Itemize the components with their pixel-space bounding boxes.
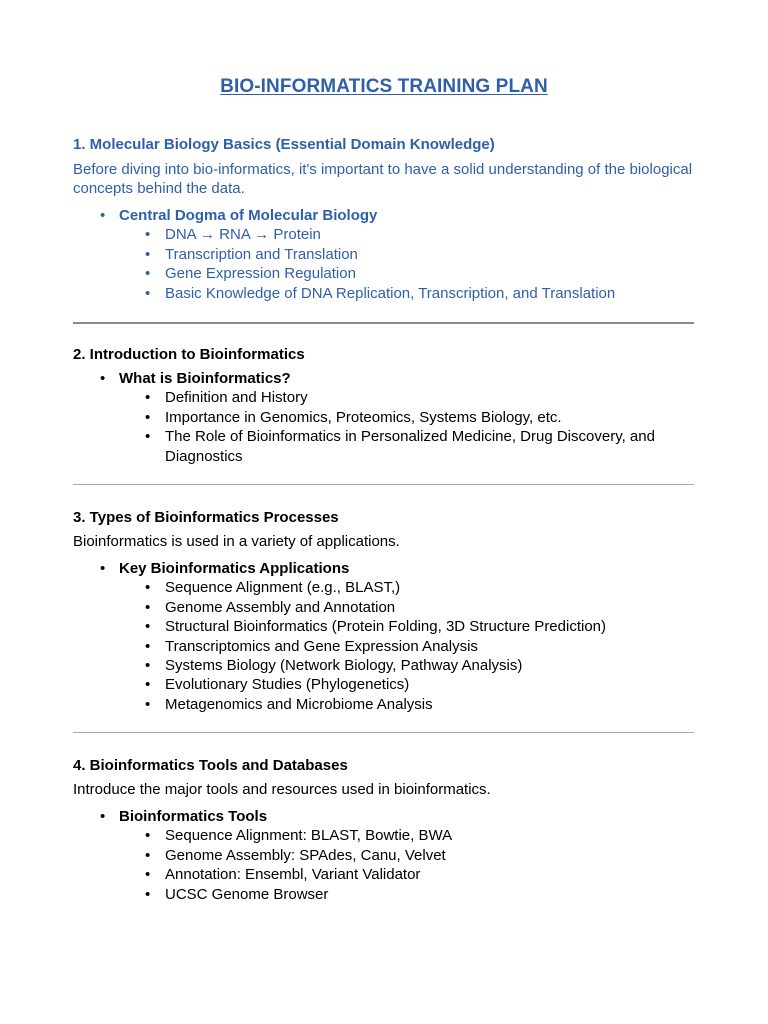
- bullet-icon: •: [145, 827, 151, 845]
- list-item: [119, 225, 695, 244]
- topic-item: [73, 807, 695, 904]
- list-item: [119, 245, 695, 264]
- bullet-icon: •: [145, 676, 151, 694]
- list-item: [119, 388, 695, 407]
- section-intro: Before diving into bio-informatics, it's important to have a solid understanding of the biological concepts behind the data.: [73, 161, 693, 197]
- list-item-text: Metagenomics and Microbiome Analysis: [165, 695, 433, 713]
- bullet-icon: •: [145, 637, 151, 655]
- list-item-text: Annotation: Ensembl, Variant Validator: [165, 866, 421, 884]
- list-item: [119, 826, 695, 845]
- list-item-text: Structural Bioinformatics (Protein Folding, 3D Structure Prediction): [165, 618, 607, 636]
- bullet-icon: •: [145, 885, 151, 903]
- topic-label: Bioinformatics Tools: [119, 808, 268, 825]
- subtopic-list: [119, 388, 695, 466]
- bullet-icon: •: [145, 245, 151, 263]
- subtopic-list: [119, 578, 695, 714]
- list-item-text: Genome Assembly and Annotation: [165, 598, 396, 616]
- topic-list: [73, 369, 695, 466]
- list-item: [119, 578, 695, 597]
- bullet-icon: •: [145, 265, 151, 283]
- topic-list: [73, 807, 695, 904]
- topic-item: [73, 559, 695, 714]
- section-intro: Introduce the major tools and resources used in bioinformatics.: [73, 781, 491, 798]
- bullet-icon: •: [100, 207, 106, 224]
- list-item: [119, 264, 695, 283]
- bullet-icon: •: [100, 560, 106, 577]
- list-item-text: Gene Expression Regulation: [165, 265, 356, 283]
- bullet-icon: •: [145, 598, 151, 616]
- list-item: [119, 408, 695, 427]
- list-item-text: DNA → RNA → Protein: [165, 226, 321, 244]
- bullet-icon: •: [145, 428, 151, 446]
- topic-item: [73, 369, 695, 466]
- list-item: [119, 675, 695, 694]
- list-item: [119, 637, 695, 656]
- list-item-text: Importance in Genomics, Proteomics, Systems Biology, etc.: [165, 408, 562, 426]
- section-heading: 1. Molecular Biology Basics (Essential Domain Knowledge): [73, 136, 495, 153]
- topic-label: What is Bioinformatics?: [119, 370, 291, 387]
- list-item: [119, 656, 695, 675]
- section-molecular-biology: [73, 135, 695, 303]
- section-divider: [73, 484, 694, 485]
- list-item: [119, 865, 695, 884]
- bullet-icon: •: [145, 226, 151, 244]
- list-item-text: Sequence Alignment (e.g., BLAST,): [165, 579, 401, 597]
- list-item: [119, 885, 695, 904]
- section-tools-databases: [73, 756, 695, 904]
- bullet-icon: •: [145, 579, 151, 597]
- bullet-icon: •: [145, 657, 151, 675]
- section-processes: [73, 508, 695, 714]
- bullet-icon: •: [145, 408, 151, 426]
- bullet-icon: •: [145, 284, 151, 302]
- bullet-icon: •: [145, 618, 151, 636]
- topic-item: [73, 206, 695, 303]
- list-item-text: Definition and History: [165, 389, 308, 407]
- subtopic-list: [119, 225, 695, 303]
- list-item-text: Basic Knowledge of DNA Replication, Transcription, and Translation: [165, 284, 616, 302]
- section-divider: [73, 732, 694, 733]
- list-item-text: Systems Biology (Network Biology, Pathway Analysis): [165, 657, 523, 675]
- list-item-text: Evolutionary Studies (Phylogenetics): [165, 676, 410, 694]
- bullet-icon: •: [100, 808, 106, 825]
- section-intro: Bioinformatics is used in a variety of applications.: [73, 533, 400, 550]
- list-item-text: Transcription and Translation: [165, 245, 358, 263]
- topic-list: [73, 206, 695, 303]
- list-item: [119, 427, 695, 466]
- section-intro-bioinformatics: [73, 345, 695, 466]
- topic-label: Key Bioinformatics Applications: [119, 560, 350, 577]
- section-divider: [73, 322, 694, 324]
- section-heading: 3. Types of Bioinformatics Processes: [73, 509, 339, 526]
- bullet-icon: •: [145, 695, 151, 713]
- list-item: [119, 846, 695, 865]
- topic-list: [73, 559, 695, 714]
- section-heading: 2. Introduction to Bioinformatics: [73, 346, 305, 363]
- list-item: [119, 284, 695, 303]
- list-item: [119, 617, 695, 636]
- list-item-text: Transcriptomics and Gene Expression Analysis: [165, 637, 478, 655]
- list-item-text: UCSC Genome Browser: [165, 885, 329, 903]
- topic-label: Central Dogma of Molecular Biology: [119, 207, 378, 224]
- bullet-icon: •: [145, 846, 151, 864]
- bullet-icon: •: [145, 389, 151, 407]
- page-title: BIO-INFORMATICS TRAINING PLAN: [220, 76, 548, 97]
- list-item-text: Sequence Alignment: BLAST, Bowtie, BWA: [165, 827, 453, 845]
- bullet-icon: •: [100, 370, 106, 387]
- bullet-icon: •: [145, 866, 151, 884]
- list-item: [119, 695, 695, 714]
- subtopic-list: [119, 826, 695, 904]
- list-item: [119, 598, 695, 617]
- section-heading: 4. Bioinformatics Tools and Databases: [73, 757, 348, 774]
- list-item-text: The Role of Bioinformatics in Personalized Medicine, Drug Discovery, and Diagnostics: [165, 428, 655, 465]
- list-item-text: Genome Assembly: SPAdes, Canu, Velvet: [165, 846, 446, 864]
